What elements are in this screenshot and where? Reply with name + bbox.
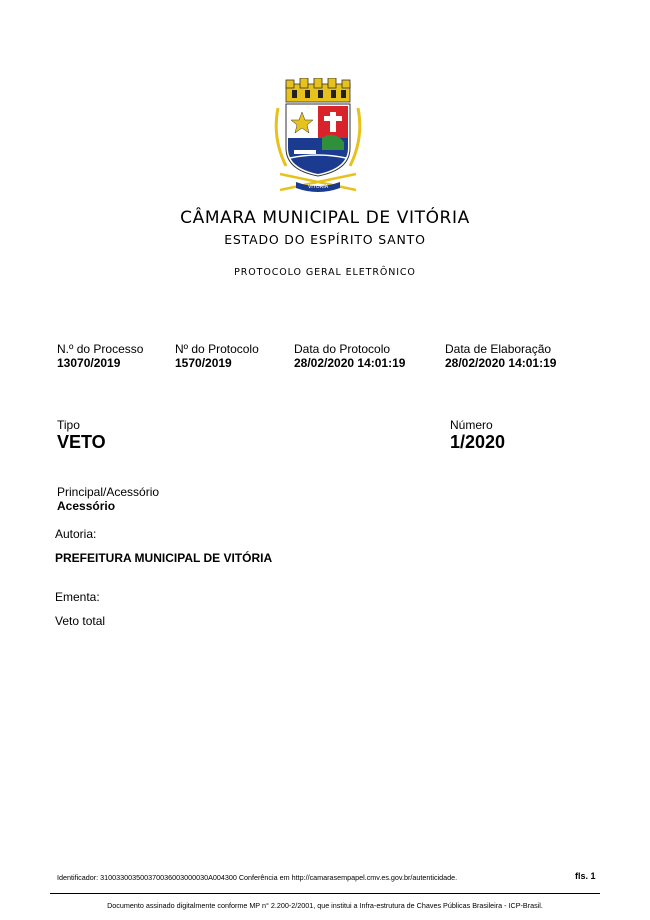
crest-text: VITÓRIA — [307, 184, 329, 190]
page-number: fls. 1 — [575, 871, 596, 881]
protocol-date-label: Data do Protocolo — [294, 342, 391, 356]
elaboration-date-value: 28/02/2020 14:01:19 — [445, 356, 557, 370]
footer-divider — [50, 893, 600, 894]
principal-field — [57, 485, 159, 513]
type-value: VETO — [57, 432, 106, 452]
document-identifier: Identificador: 310033003500370036003000030A004300 Conferência em http://camarasempapel.cmv.es.gov.br/autenticidade. — [57, 873, 458, 882]
principal-label: Principal/Acessório — [57, 485, 160, 499]
elaboration-date-label: Data de Elaboração — [445, 342, 552, 356]
protocol-number-field — [175, 342, 259, 370]
number-value: 1/2020 — [450, 432, 506, 452]
process-number-label: N.º do Processo — [57, 342, 144, 356]
process-number-field — [57, 342, 143, 370]
type-field — [57, 418, 106, 452]
process-number-value: 13070/2019 — [57, 356, 121, 370]
principal-value: Acessório — [57, 499, 116, 513]
institution-name: CÂMARA MUNICIPAL DE VITÓRIA — [180, 208, 470, 228]
authorship-label: Autoria: — [55, 527, 97, 541]
elaboration-date-field — [445, 342, 556, 370]
protocol-number-label: Nº do Protocolo — [175, 342, 259, 356]
digital-signature-note: Documento assinado digitalmente conforme MP n° 2.200-2/2001, que institui a Infra-estrutura de Chaves Públicas Brasileira - ICP-Brasil. — [107, 901, 543, 910]
authorship-value: PREFEITURA MUNICIPAL DE VITÓRIA — [55, 551, 273, 565]
protocol-title: PROTOCOLO GERAL ELETRÔNICO — [234, 267, 416, 278]
summary-value: Veto total — [55, 614, 106, 628]
coat-of-arms-icon — [272, 78, 364, 196]
protocol-date-value: 28/02/2020 14:01:19 — [294, 356, 406, 370]
number-field — [450, 418, 505, 452]
summary-label: Ementa: — [55, 590, 100, 604]
type-label: Tipo — [57, 418, 80, 432]
protocol-number-value: 1570/2019 — [175, 356, 232, 370]
number-label: Número — [450, 418, 493, 432]
institution-state: ESTADO DO ESPÍRITO SANTO — [224, 232, 426, 247]
protocol-date-field — [294, 342, 405, 370]
